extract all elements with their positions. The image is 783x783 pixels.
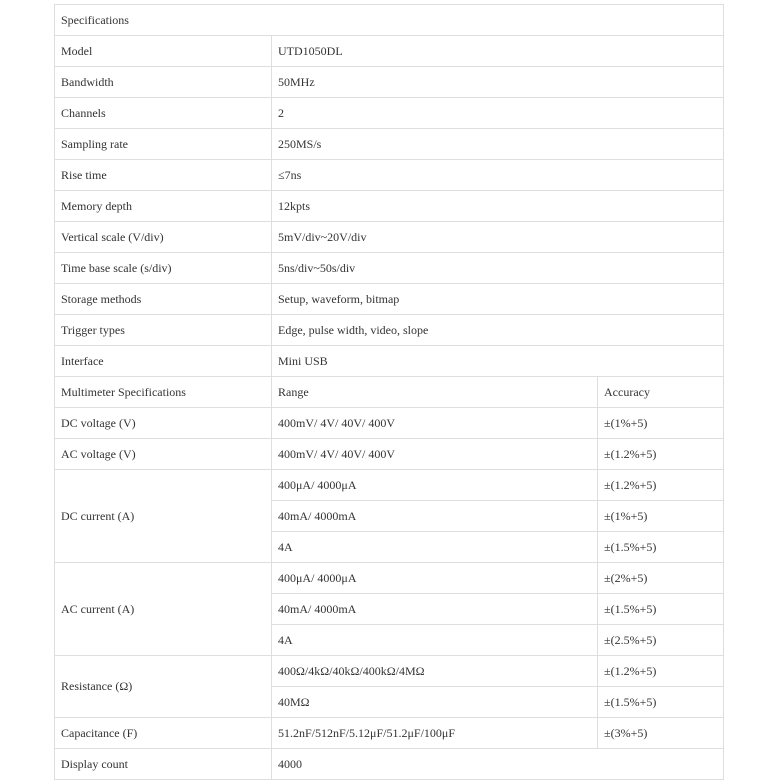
table-row: [55, 129, 724, 160]
spec-label: Bandwidth: [55, 67, 272, 98]
spec-label: Capacitance (F): [55, 718, 272, 749]
spec-value: 50MHz: [272, 67, 724, 98]
accuracy-value: ±(1.2%+5): [598, 470, 724, 501]
spec-label: Interface: [55, 346, 272, 377]
spec-value: 250MS/s: [272, 129, 724, 160]
table-row: [55, 656, 724, 687]
spec-value: Mini USB: [272, 346, 724, 377]
accuracy-value: ±(2.5%+5): [598, 625, 724, 656]
spec-value: 4000: [272, 749, 724, 780]
spec-label: Model: [55, 36, 272, 67]
table-row: [55, 160, 724, 191]
table-row: [55, 5, 724, 36]
table-title: Specifications: [55, 5, 724, 36]
accuracy-value: ±(2%+5): [598, 563, 724, 594]
range-value: 400μA/ 4000μA: [272, 470, 598, 501]
spec-label: DC current (A): [55, 470, 272, 563]
range-value: 400mV/ 4V/ 40V/ 400V: [272, 408, 598, 439]
range-value: 40MΩ: [272, 687, 598, 718]
table-row: [55, 749, 724, 780]
spec-label: Storage methods: [55, 284, 272, 315]
spec-label: Display count: [55, 749, 272, 780]
accuracy-value: ±(3%+5): [598, 718, 724, 749]
table-row: [55, 284, 724, 315]
spec-value: Edge, pulse width, video, slope: [272, 315, 724, 346]
accuracy-value: ±(1.5%+5): [598, 594, 724, 625]
table-row: [55, 191, 724, 222]
spec-value: 5mV/div~20V/div: [272, 222, 724, 253]
range-value: 40mA/ 4000mA: [272, 594, 598, 625]
spec-value: UTD1050DL: [272, 36, 724, 67]
accuracy-header: Accuracy: [598, 377, 724, 408]
range-value: 51.2nF/512nF/5.12μF/51.2μF/100μF: [272, 718, 598, 749]
multimeter-header-label: Multimeter Specifications: [55, 377, 272, 408]
range-value: 4A: [272, 625, 598, 656]
spec-label: AC current (A): [55, 563, 272, 656]
range-value: 40mA/ 4000mA: [272, 501, 598, 532]
accuracy-value: ±(1.2%+5): [598, 656, 724, 687]
table-row: [55, 98, 724, 129]
table-row: [55, 718, 724, 749]
table-row: [55, 315, 724, 346]
table-row: [55, 222, 724, 253]
spec-label: Channels: [55, 98, 272, 129]
accuracy-value: ±(1.5%+5): [598, 532, 724, 563]
table-row: [55, 253, 724, 284]
range-header: Range: [272, 377, 598, 408]
accuracy-value: ±(1.2%+5): [598, 439, 724, 470]
range-value: 400Ω/4kΩ/40kΩ/400kΩ/4MΩ: [272, 656, 598, 687]
spec-value: Setup, waveform, bitmap: [272, 284, 724, 315]
multimeter-header-row: [55, 377, 724, 408]
range-value: 400mV/ 4V/ 40V/ 400V: [272, 439, 598, 470]
spec-label: Vertical scale (V/div): [55, 222, 272, 253]
spec-label: Time base scale (s/div): [55, 253, 272, 284]
table-row: [55, 470, 724, 501]
table-row: [55, 439, 724, 470]
table-row: [55, 408, 724, 439]
spec-label: Rise time: [55, 160, 272, 191]
table-row: [55, 36, 724, 67]
spec-label: Resistance (Ω): [55, 656, 272, 718]
spec-value: 5ns/div~50s/div: [272, 253, 724, 284]
spec-label: Sampling rate: [55, 129, 272, 160]
table-row: [55, 346, 724, 377]
spec-label: AC voltage (V): [55, 439, 272, 470]
accuracy-value: ±(1%+5): [598, 408, 724, 439]
spec-label: DC voltage (V): [55, 408, 272, 439]
specifications-table: [54, 4, 724, 780]
spec-label: Memory depth: [55, 191, 272, 222]
spec-value: ≤7ns: [272, 160, 724, 191]
range-value: 4A: [272, 532, 598, 563]
spec-label: Trigger types: [55, 315, 272, 346]
spec-value: 2: [272, 98, 724, 129]
range-value: 400μA/ 4000μA: [272, 563, 598, 594]
accuracy-value: ±(1.5%+5): [598, 687, 724, 718]
spec-value: 12kpts: [272, 191, 724, 222]
table-row: [55, 563, 724, 594]
accuracy-value: ±(1%+5): [598, 501, 724, 532]
table-row: [55, 67, 724, 98]
